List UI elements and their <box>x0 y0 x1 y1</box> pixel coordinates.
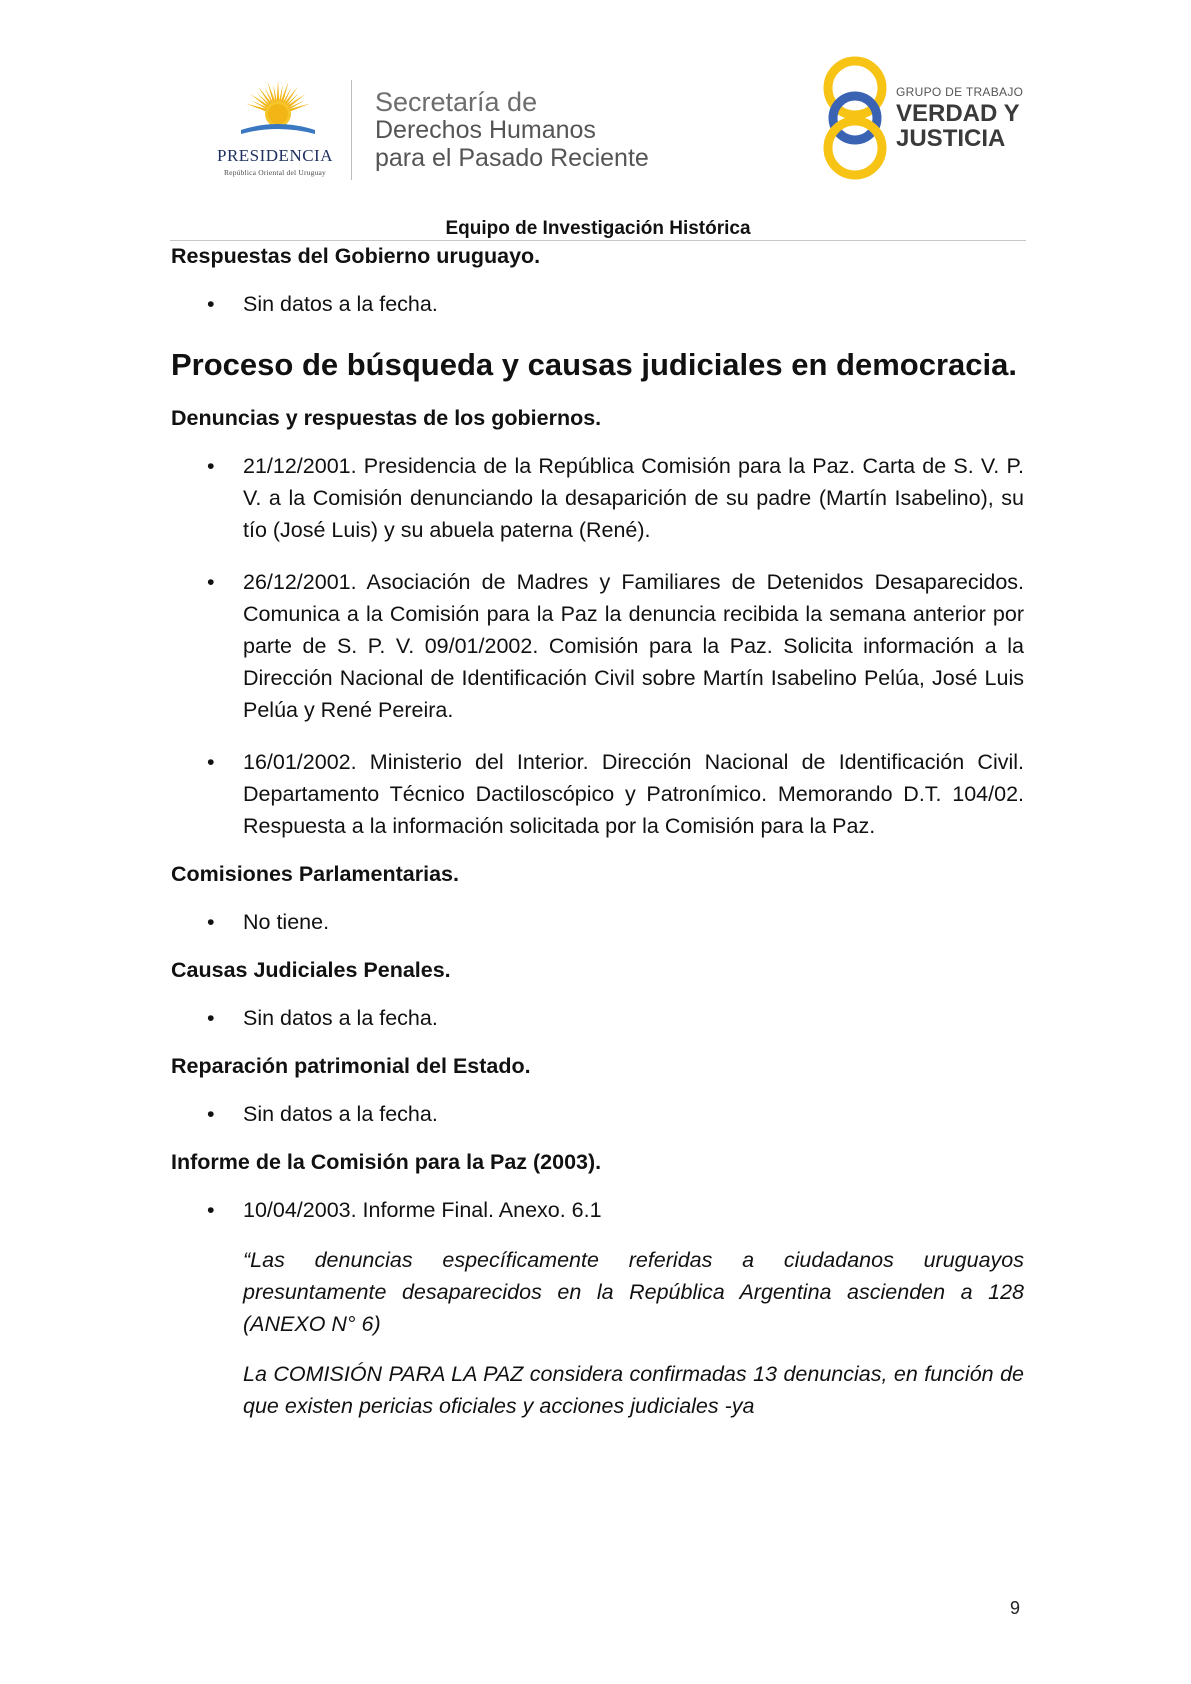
gov-response-list <box>171 288 1024 320</box>
list-item: • 16/01/2002. Ministerio del Interior. Dirección Nacional de Identificación Civil. Departamento Técnico Dactiloscópico y Patronímico. Memorando D.T. 104/02. Respuesta a la información solicitada por la Comisión para la Paz. <box>171 746 1024 842</box>
presidencia-logo <box>195 78 355 178</box>
bullet-icon: • <box>207 454 215 478</box>
secretaria-logo-text <box>375 88 649 172</box>
header-rule <box>170 240 1026 241</box>
informe-list <box>171 1194 1024 1226</box>
document-body <box>171 242 1024 1422</box>
secretaria-line-2: Derechos Humanos <box>375 116 596 144</box>
bullet-icon: • <box>207 1198 215 1222</box>
bullet-icon: • <box>207 570 215 594</box>
denuncias-list <box>171 450 1024 842</box>
bullet-icon: • <box>207 1006 215 1030</box>
sun-emblem-icon <box>239 78 317 138</box>
quote-paragraph-1: “Las denuncias específicamente referidas a ciudadanos uruguayos presuntamente desaparecidos en la República Argentina ascienden a 128 (ANEXO N° 6) <box>243 1248 1024 1336</box>
presidencia-name: PRESIDENCIA <box>216 146 333 165</box>
list-item: • No tiene. <box>171 906 1024 938</box>
heading-comisiones: Comisiones Parlamentarias. <box>171 862 459 886</box>
bullet-icon: • <box>207 1102 215 1126</box>
list-item: • 10/04/2003. Informe Final. Anexo. 6.1 <box>171 1194 1024 1226</box>
team-title: Equipo de Investigación Histórica <box>445 218 751 239</box>
bullet-icon: • <box>207 750 215 774</box>
reparacion-list <box>171 1098 1024 1130</box>
heading-causas: Causas Judiciales Penales. <box>171 958 451 982</box>
bullet-icon: • <box>207 910 215 934</box>
list-item: • 21/12/2001. Presidencia de la República Comisión para la Paz. Carta de S. V. P. V. a la Comisión denunciando la desaparición de su padre (Martín Isabelino), su tío (José Luis) y su abuela paterna (René). <box>171 450 1024 546</box>
comisiones-list <box>171 906 1024 938</box>
secretaria-line-3: para el Pasado Reciente <box>375 144 649 172</box>
main-section-title: Proceso de búsqueda y causas judiciales en democracia. <box>171 347 1017 382</box>
list-item: • Sin datos a la fecha. <box>171 1002 1024 1034</box>
quote-paragraph-2: La COMISIÓN PARA LA PAZ considera confirmadas 13 denuncias, en función de que existen pericias oficiales y acciones judiciales -ya <box>243 1362 1024 1418</box>
list-item: • 26/12/2001. Asociación de Madres y Familiares de Detenidos Desaparecidos. Comunica a la Comisión para la Paz la denuncia recibida la semana anterior por parte de S. P. V. 09/01/2002. Comisión para la Paz. Solicita información a la Dirección Nacional de Identificación Civil sobre Martín Isabelino Pelúa, José Luis Pelúa y René Pereira. <box>171 566 1024 726</box>
vyj-group-label: GRUPO DE TRABAJO <box>896 85 1024 99</box>
bullet-icon: • <box>207 292 215 316</box>
verdad-justicia-text <box>896 86 1023 151</box>
heading-denuncias: Denuncias y respuestas de los gobiernos. <box>171 406 602 430</box>
interlocked-rings-icon <box>820 56 890 180</box>
list-item: • Sin datos a la fecha. <box>171 1098 1024 1130</box>
secretaria-line-1: Secretaría de <box>375 87 538 117</box>
heading-gov-response: Respuestas del Gobierno uruguayo. <box>171 244 541 268</box>
heading-reparacion: Reparación patrimonial del Estado. <box>171 1054 531 1078</box>
causas-list <box>171 1002 1024 1034</box>
heading-informe: Informe de la Comisión para la Paz (2003). <box>171 1150 602 1174</box>
list-item: • Sin datos a la fecha. <box>171 288 1024 320</box>
logo-divider <box>351 80 352 180</box>
page-number: 9 <box>1010 1598 1021 1618</box>
presidencia-subtitle: República Oriental del Uruguay <box>223 168 326 177</box>
vyj-line-2: JUSTICIA <box>896 125 1006 152</box>
verdad-justicia-logo <box>820 56 1030 182</box>
vyj-line-1: VERDAD Y <box>896 100 1020 127</box>
